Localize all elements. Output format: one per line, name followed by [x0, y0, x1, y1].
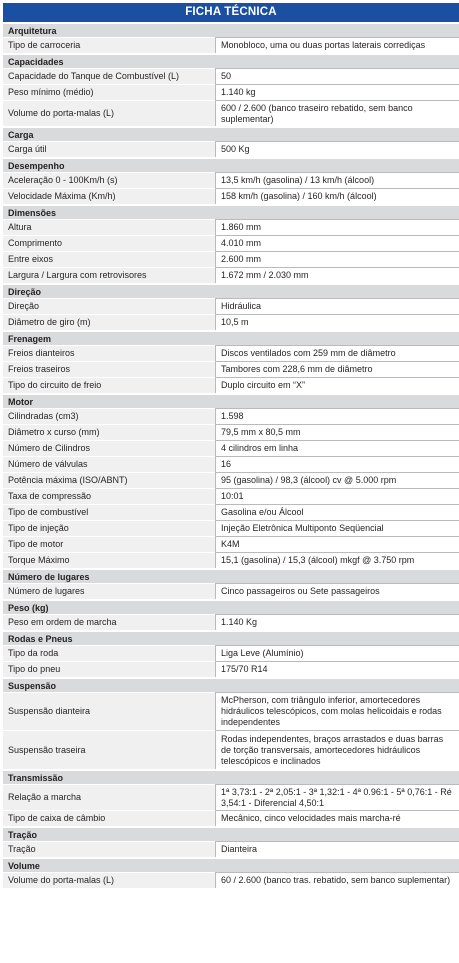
spec-value-text: 1.860 mm [221, 222, 262, 232]
spec-row [3, 188, 459, 204]
section-header: Suspensão [3, 677, 459, 692]
spec-row [3, 172, 459, 188]
spec-value-text: 10,5 m [221, 317, 249, 327]
spec-label-text: Cilindradas (cm3) [8, 411, 79, 421]
spec-label-text: Tipo da roda [8, 648, 59, 658]
section-header: Carga [3, 126, 459, 141]
spec-row [3, 583, 459, 599]
spec-row [3, 536, 459, 552]
spec-label-text: Capacidade do Tanque de Combustível (L) [8, 71, 179, 81]
spec-row [3, 504, 459, 520]
spec-label [3, 267, 215, 283]
spec-label-text: Relação a marcha [8, 792, 82, 802]
section-header: Capacidades [3, 53, 459, 68]
spec-value [215, 345, 459, 361]
spec-label [3, 661, 215, 677]
spec-value-text: 4 cilindros em linha [221, 443, 299, 453]
section-header: Rodas e Pneus [3, 630, 459, 645]
spec-value [215, 472, 459, 488]
spec-value [215, 488, 459, 504]
spec-label [3, 456, 215, 472]
spec-row [3, 645, 459, 661]
spec-value [215, 37, 459, 53]
spec-label-text: Diâmetro x curso (mm) [8, 427, 100, 437]
spec-label-text: Freios traseiros [8, 364, 71, 374]
spec-row [3, 520, 459, 536]
spec-label [3, 730, 215, 769]
spec-row [3, 408, 459, 424]
spec-row [3, 692, 459, 730]
spec-label-text: Comprimento [8, 238, 63, 248]
spec-value-text: 1.140 kg [221, 87, 256, 97]
spec-label [3, 872, 215, 888]
spec-label-text: Número de lugares [8, 586, 85, 596]
spec-value-text: Rodas independentes, braços arrastados e duas barras de torção transversais, amortecedores hidráulicos telescópicos e inclinados [221, 733, 444, 766]
spec-value [215, 520, 459, 536]
spec-label-text: Tipo do pneu [8, 664, 61, 674]
spec-value [215, 872, 459, 888]
spec-row [3, 361, 459, 377]
spec-value-text: Tambores com 228,6 mm de diâmetro [221, 364, 373, 374]
spec-row [3, 235, 459, 251]
spec-value [215, 219, 459, 235]
spec-row [3, 377, 459, 393]
spec-label-text: Peso em ordem de marcha [8, 617, 117, 627]
spec-label-text: Tipo de injeção [8, 523, 69, 533]
spec-value [215, 661, 459, 677]
spec-value [215, 361, 459, 377]
spec-label [3, 219, 215, 235]
spec-label [3, 536, 215, 552]
spec-label-text: Tipo de carroceria [8, 40, 81, 50]
spec-label [3, 141, 215, 157]
spec-value [215, 456, 459, 472]
spec-value [215, 810, 459, 826]
spec-value-text: Cinco passageiros ou Sete passageiros [221, 586, 380, 596]
spec-label-text: Tipo do circuito de freio [8, 380, 102, 390]
spec-value-text: Gasolina e/ou Álcool [221, 507, 304, 517]
spec-label-text: Altura [8, 222, 32, 232]
spec-label [3, 314, 215, 330]
spec-row [3, 314, 459, 330]
spec-label-text: Peso mínimo (médio) [8, 87, 94, 97]
spec-value-text: Discos ventilados com 259 mm de diâmetro [221, 348, 396, 358]
spec-label-text: Suspensão traseira [8, 744, 86, 755]
spec-value-text: Injeção Eletrônica Multiponto Seqüencial [221, 523, 384, 533]
spec-label [3, 298, 215, 314]
spec-label [3, 424, 215, 440]
spec-value-text: 15,1 (gasolina) / 15,3 (álcool) mkgf @ 3.750 rpm [221, 555, 415, 565]
spec-value [215, 251, 459, 267]
spec-label [3, 188, 215, 204]
spec-label [3, 440, 215, 456]
section-header: Peso (kg) [3, 599, 459, 614]
section-header: Tração [3, 826, 459, 841]
spec-value-text: 1.672 mm / 2.030 mm [221, 270, 309, 280]
spec-value [215, 424, 459, 440]
spec-row [3, 440, 459, 456]
spec-label-text: Potência máxima (ISO/ABNT) [8, 475, 128, 485]
spec-value-text: 600 / 2.600 (banco traseiro rebatido, sem banco suplementar) [221, 102, 413, 124]
spec-label-text: Tipo de motor [8, 539, 64, 549]
spec-value [215, 314, 459, 330]
spec-label [3, 784, 215, 810]
spec-label [3, 377, 215, 393]
spec-row [3, 424, 459, 440]
spec-label [3, 361, 215, 377]
spec-row [3, 37, 459, 53]
spec-label [3, 614, 215, 630]
spec-value-text: 50 [221, 71, 232, 81]
spec-row [3, 472, 459, 488]
spec-label [3, 235, 215, 251]
spec-value-text: 60 / 2.600 (banco tras. rebatido, sem banco suplementar) [221, 875, 451, 885]
spec-row [3, 730, 459, 769]
spec-label-text: Número de Cilindros [8, 443, 91, 453]
spec-row [3, 68, 459, 84]
spec-label-text: Suspensão dianteira [8, 706, 91, 716]
section-header: Volume [3, 857, 459, 872]
spec-value-text: 2.600 mm [221, 254, 262, 264]
spec-row [3, 100, 459, 126]
spec-label [3, 645, 215, 661]
spec-label [3, 810, 215, 826]
spec-value-text: Hidráulica [221, 301, 262, 311]
spec-value-text: 16 [221, 459, 232, 469]
spec-label-text: Tração [8, 844, 36, 854]
spec-value [215, 298, 459, 314]
spec-label-text: Aceleração 0 - 100Km/h (s) [8, 175, 118, 185]
spec-value [215, 100, 459, 126]
spec-row [3, 841, 459, 857]
spec-label-text: Volume do porta-malas (L) [8, 875, 115, 885]
spec-label-text: Taxa de compressão [8, 491, 92, 501]
spec-value-text: 79,5 mm x 80,5 mm [221, 427, 301, 437]
spec-label-text: Diâmetro de giro (m) [8, 317, 91, 327]
section-header: Direção [3, 283, 459, 298]
spec-label [3, 345, 215, 361]
section-header: Dimensões [3, 204, 459, 219]
section-header: Transmissão [3, 769, 459, 784]
spec-value [215, 172, 459, 188]
spec-row [3, 488, 459, 504]
spec-value-text: 1.140 Kg [221, 617, 258, 627]
spec-label [3, 172, 215, 188]
spec-value [215, 730, 459, 769]
spec-label [3, 251, 215, 267]
spec-value [215, 267, 459, 283]
spec-value-text: 158 km/h (gasolina) / 160 km/h (álcool) [221, 191, 377, 201]
spec-label [3, 488, 215, 504]
spec-label-text: Largura / Largura com retrovisores [8, 270, 147, 280]
spec-row [3, 219, 459, 235]
spec-label [3, 583, 215, 599]
spec-value-text: 175/70 R14 [221, 664, 268, 674]
section-header: Frenagem [3, 330, 459, 345]
spec-value-text: 10:01 [221, 491, 244, 501]
section-header: Arquitetura [3, 22, 459, 37]
section-header: Número de lugares [3, 568, 459, 583]
spec-value [215, 645, 459, 661]
spec-label-text: Freios dianteiros [8, 348, 75, 358]
spec-label [3, 552, 215, 568]
spec-value-text: 1ª 3,73:1 - 2ª 2,05:1 - 3ª 1,32:1 - 4ª 0.96:1 - 5ª 0,76:1 - Ré 3,54:1 - Diferencial 4,50:1 [221, 786, 452, 808]
spec-value [215, 68, 459, 84]
spec-label-text: Tipo de caixa de câmbio [8, 813, 106, 823]
spec-value [215, 504, 459, 520]
spec-value [215, 377, 459, 393]
spec-value-text: Monobloco, uma ou duas portas laterais corrediças [221, 40, 426, 50]
spec-value-text: 13,5 km/h (gasolina) / 13 km/h (álcool) [221, 175, 375, 185]
spec-label [3, 692, 215, 730]
spec-value [215, 408, 459, 424]
spec-row [3, 251, 459, 267]
spec-value [215, 536, 459, 552]
spec-value-text: Mecânico, cinco velocidades mais marcha-ré [221, 813, 401, 823]
spec-row [3, 298, 459, 314]
spec-value [215, 692, 459, 730]
spec-value-text: McPherson, com triângulo inferior, amortecedores hidráulicos telescópicos, com molas helicoidais e rodas independentes [221, 695, 442, 727]
spec-label [3, 37, 215, 53]
spec-value [215, 188, 459, 204]
spec-value [215, 552, 459, 568]
spec-row [3, 456, 459, 472]
spec-value [215, 583, 459, 599]
section-header: Motor [3, 393, 459, 408]
spec-row [3, 552, 459, 568]
spec-value-text: Dianteira [221, 844, 258, 854]
spec-label [3, 68, 215, 84]
spec-value [215, 84, 459, 100]
spec-value [215, 440, 459, 456]
spec-value-text: Liga Leve (Alumínio) [221, 648, 304, 658]
sheet-title: FICHA TÉCNICA [3, 3, 459, 22]
spec-label-text: Número de válvulas [8, 459, 88, 469]
spec-label [3, 84, 215, 100]
spec-value-text: K4M [221, 539, 240, 549]
spec-label [3, 520, 215, 536]
spec-row [3, 661, 459, 677]
spec-label-text: Volume do porta-malas (L) [8, 108, 115, 118]
spec-row [3, 810, 459, 826]
spec-label [3, 472, 215, 488]
spec-row [3, 141, 459, 157]
spec-value [215, 235, 459, 251]
section-header: Desempenho [3, 157, 459, 172]
spec-label-text: Direção [8, 301, 40, 311]
spec-value [215, 141, 459, 157]
spec-row [3, 345, 459, 361]
spec-label [3, 408, 215, 424]
spec-value-text: Duplo circuito em “X” [221, 380, 306, 390]
spec-label-text: Tipo de combustível [8, 507, 89, 517]
spec-value-text: 500 Kg [221, 144, 250, 154]
spec-value [215, 841, 459, 857]
spec-label [3, 841, 215, 857]
spec-label [3, 100, 215, 126]
spec-row [3, 84, 459, 100]
spec-row [3, 784, 459, 810]
spec-label-text: Velocidade Máxima (Km/h) [8, 191, 116, 201]
spec-sheet [3, 3, 459, 888]
spec-value [215, 784, 459, 810]
spec-row [3, 267, 459, 283]
spec-value-text: 4.010 mm [221, 238, 262, 248]
spec-value-text: 1.598 [221, 411, 244, 421]
spec-label-text: Carga útil [8, 144, 47, 154]
spec-label-text: Entre eixos [8, 254, 54, 264]
spec-label [3, 504, 215, 520]
spec-value [215, 614, 459, 630]
spec-row [3, 872, 459, 888]
spec-sections [3, 22, 459, 888]
spec-value-text: 95 (gasolina) / 98,3 (álcool) cv @ 5.000 rpm [221, 475, 397, 485]
spec-row [3, 614, 459, 630]
spec-label-text: Torque Máximo [8, 555, 70, 565]
